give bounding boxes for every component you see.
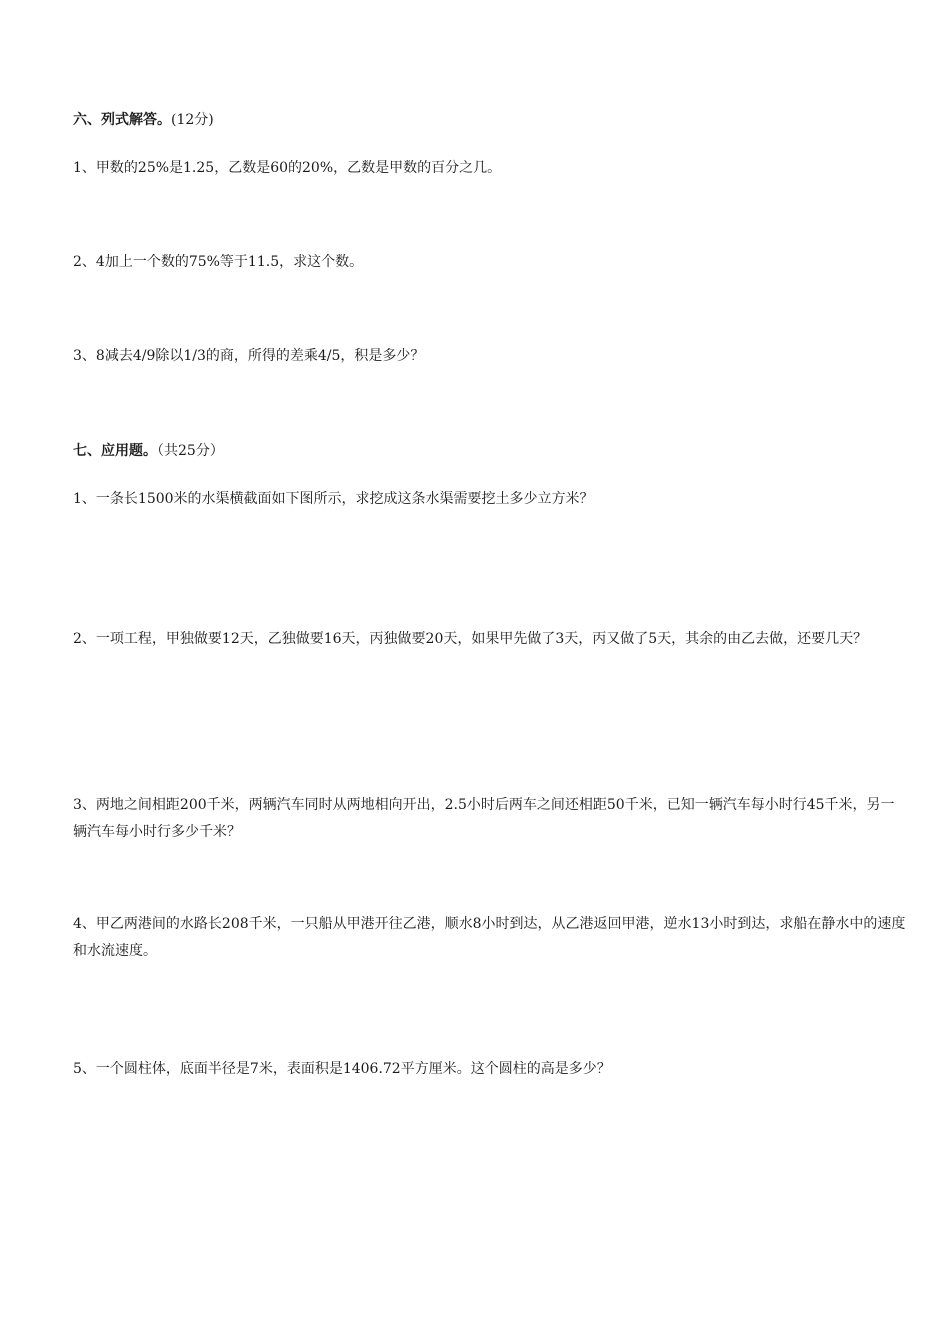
section-6-title: 六、列式解答。	[73, 112, 171, 128]
question-6-2: 2、4加上一个数的75%等于11.5，求这个数。	[73, 254, 364, 270]
question-6-1: 1、甲数的25%是1.25，乙数是60的20%，乙数是甲数的百分之几。	[73, 160, 502, 176]
question-7-4: 4、甲乙两港间的水路长208千米，一只船从甲港开往乙港，顺水8小时到达，从乙港返回甲港，逆水13小时到达，求船在静水中的速度和水流速度。	[73, 916, 906, 959]
question-7-3: 3、两地之间相距200千米，两辆汽车同时从两地相向开出，2.5小时后两车之间还相距50千米，已知一辆汽车每小时行45千米，另一辆汽车每小时行多少千米？	[73, 797, 895, 840]
section-6-score: (12分)	[171, 112, 214, 128]
section-7-title: 七、应用题。	[73, 443, 157, 459]
question-7-5: 5、一个圆柱体，底面半径是7米，表面积是1406.72平方厘米。这个圆柱的高是多少？	[73, 1061, 611, 1077]
section-7-heading	[73, 441, 908, 461]
section-7-score: （共25分）	[157, 443, 224, 459]
question-7-2: 2、一项工程，甲独做要12天，乙独做要16天，丙独做要20天，如果甲先做了3天，丙又做了5天，其余的由乙去做，还要几天？	[73, 631, 868, 647]
section-6-heading	[73, 110, 908, 130]
question-6-3: 3、8减去4/9除以1/3的商，所得的差乘4/5，积是多少？	[73, 348, 425, 364]
question-7-1: 1、一条长1500米的水渠横截面如下图所示，求挖成这条水渠需要挖土多少立方米？	[73, 491, 594, 507]
